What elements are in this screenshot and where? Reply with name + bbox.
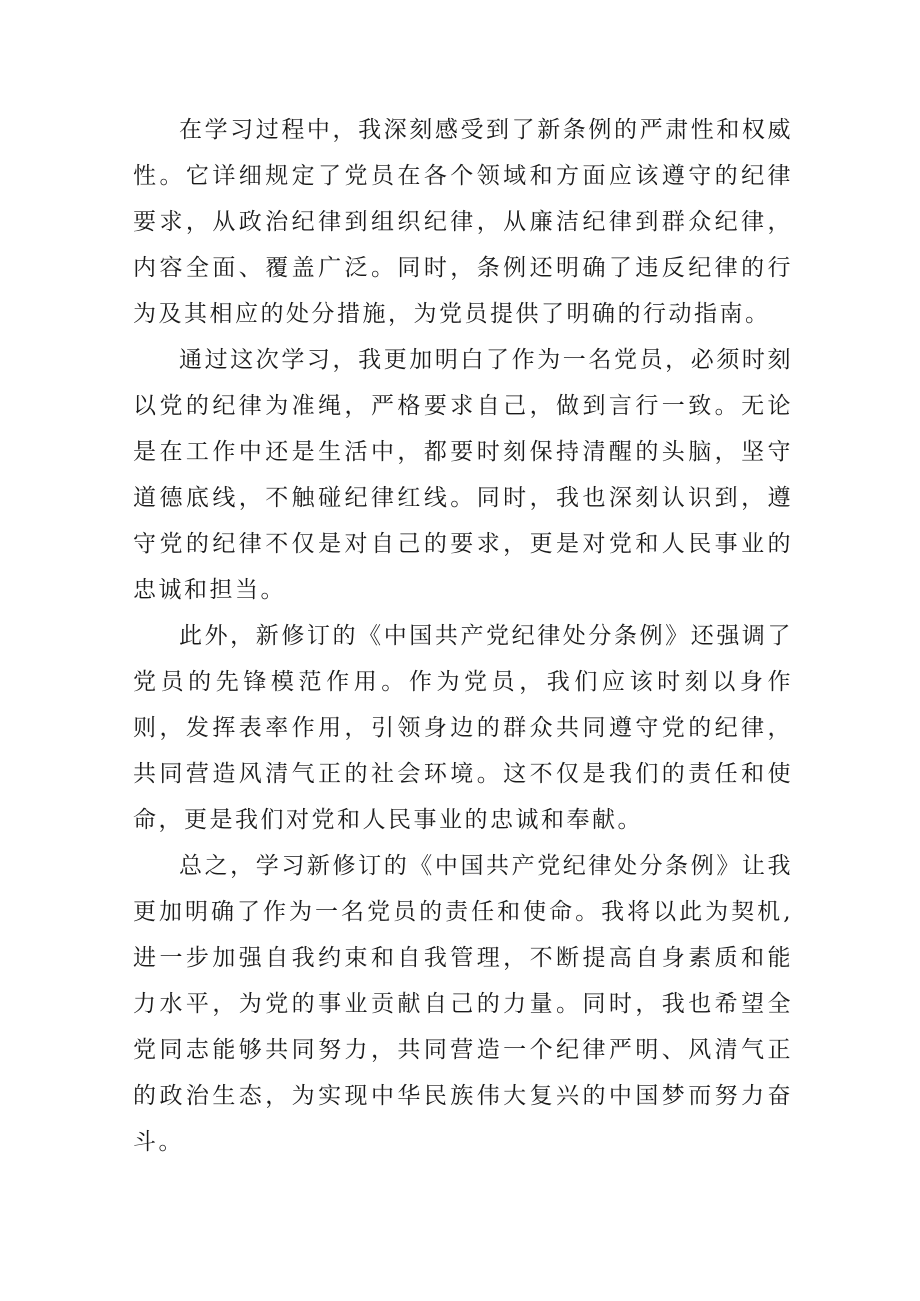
paragraph-2: 通过这次学习，我更加明白了作为一名党员，必须时刻以党的纪律为准绳，严格要求自己，做到言行一致。无论是在工作中还是生活中，都要时刻保持清醒的头脑，坚守道德底线，不触碰纪律红线。同时，我也深刻认识到，遵守党的纪律不仅是对自己的要求，更是对党和人民事业的忠诚和担当。 bbox=[133, 347, 793, 603]
paragraph-1: 在学习过程中，我深刻感受到了新条例的严肃性和权威性。它详细规定了党员在各个领域和方面应该遵守的纪律要求，从政治纪律到组织纪律，从廉洁纪律到群众纪律，内容全面、覆盖广泛。同时，条例还明确了违反纪律的行为及其相应的处分措施，为党员提供了明确的行动指南。 bbox=[133, 117, 793, 327]
document-body bbox=[133, 107, 793, 1165]
paragraph-4: 总之，学习新修订的《中国共产党纪律处分条例》让我更加明确了作为一名党员的责任和使命。我将以此为契机,进一步加强自我约束和自我管理，不断提高自身素质和能力水平，为党的事业贡献自己的力量。同时，我也希望全党同志能够共同努力，共同营造一个纪律严明、风清气正的政治生态，为实现中华民族伟大复兴的中国梦而努力奋斗。 bbox=[133, 853, 793, 1155]
paragraph-3: 此外，新修订的《中国共产党纪律处分条例》还强调了党员的先锋模范作用。作为党员，我们应该时刻以身作则，发挥表率作用，引领身边的群众共同遵守党的纪律，共同营造风清气正的社会环境。这不仅是我们的责任和使命，更是我们对党和人民事业的忠诚和奉献。 bbox=[133, 623, 793, 833]
